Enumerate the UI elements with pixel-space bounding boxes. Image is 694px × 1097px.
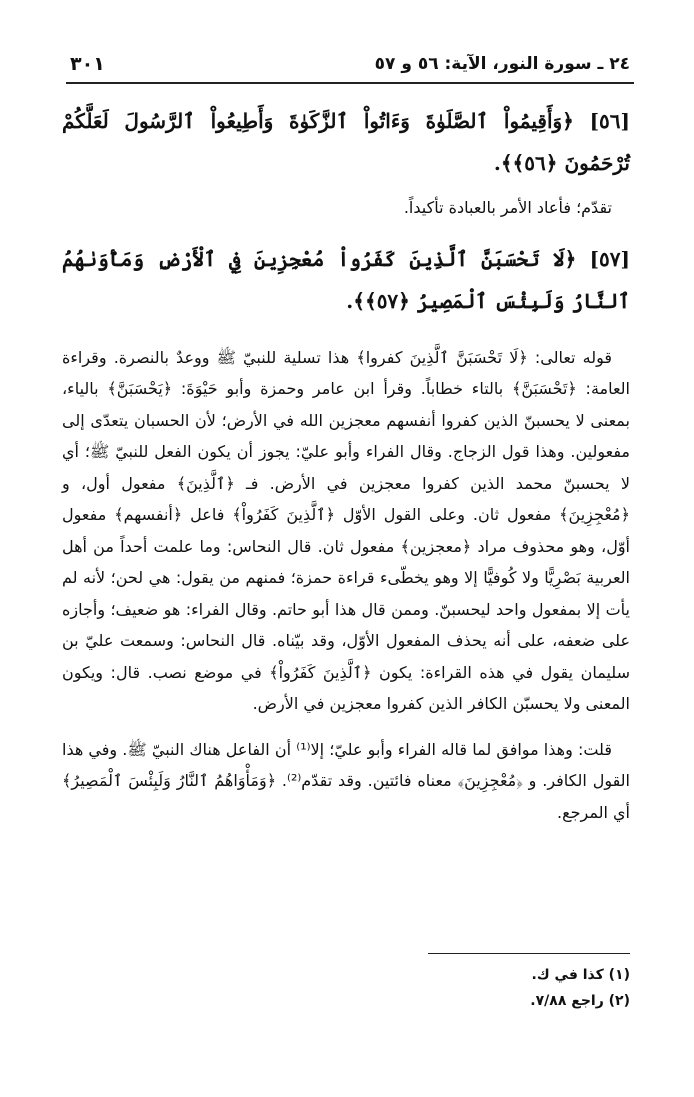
footnotes — [200, 962, 630, 1014]
commentary-verse-56: تقدّم؛ فأعاد الأمر بالعبادة تأكيداً. — [403, 198, 612, 217]
main-text — [62, 100, 630, 828]
header-divider — [66, 82, 634, 84]
page-header — [70, 50, 630, 78]
footnote-2: (٢) راجع ٧/٨٨. — [530, 993, 630, 1009]
verse-56: [٥٦] ﴿وَأَقِيمُواْ ٱلصَّلَوٰةَ وَءَاتُواْ ٱلزَّكَوٰةَ وَأَطِيعُواْ ٱلرَّسُولَ لَعَلَّكُمْ تُرْحَمُونَ ﴿٥٦﴾﴾. — [62, 109, 630, 175]
footnote-divider — [428, 953, 630, 954]
verse-57: [٥٧] ﴿لَا تَحْسَبَنَّ ٱلَّذِينَ كَفَرُواْ مُعْجِزِينَ فِي ٱلْأَرْضِ وَمَأْوَىٰهُمُ ٱلنَّارُ وَلَبِئْسَ ٱلْمَصِيرُ ﴿٥٧﴾﴾. — [62, 246, 630, 313]
page-number: ٣٠١ — [70, 53, 105, 75]
commentary-paragraph: قلت: وهذا موافق لما قاله الفراء وأبو عليّ؛ إلا⁽¹⁾ أن الفاعل هناك النبيّ ﷺ. وفي هذا القول الكافر. و ﴿مُعْجِزِينَ﴾ معناه فائتين. وقد تقدّم⁽²⁾. ﴿وَمَأْوَاهُمُ ٱلنَّارُ وَلَبِئْسَ ٱلْمَصِيرُ﴾ أي المرجع. — [62, 739, 630, 822]
running-title: ٢٤ ـ سورة النور، الآية: ٥٦ و ٥٧ — [374, 54, 630, 74]
commentary-paragraph: قوله تعالى: ﴿لَا تَحْسَبَنَّ ٱلَّذِينَ كفروا﴾ هذا تسلية للنبيّ ﷺ ووعدٌ بالنصرة. وقراءة العامة: ﴿تَحْسَبَنَّ﴾ بالتاء خطاباً. وقرأ ابن عامر وحمزة وأبو حَيْوَةَ: ﴿يَحْسَبَنَّ﴾ بالياء، بمعنى لا يحسبنّ الذين كفروا أنفسهم معجزين الله في الأرض؛ لأن الحسبان يتعدّى إلى مفعولين. وهذا قول الزجاج. وقال الفراء وأبو عليّ: يجوز أن يكون الفعل للنبيّ ﷺ؛ أي لا يحسبنّ محمد الذين كفروا معجزين في الأرض. فـ ﴿ٱلَّذِينَ﴾ مفعول أول، و ﴿مُعْجِزِينَ﴾ مفعول ثان. وعلى القول الأوّل ﴿ٱلَّذِينَ كَفَرُواْ﴾ فاعل ﴿أنفسهم﴾ مفعول أوّل، وهو محذوف مراد ﴿معجزين﴾ مفعول ثان. قال النحاس: وما علمت أحداً من أهل العربية بَصْرِيًّا ولا كُوفيًّا إلا وهو يخطّىء قراءة حمزة؛ فمنهم من يقول: هي لحن؛ لأنه لم يأت إلا بمفعول واحد ليحسبنّ. وممن قال هذا أبو حاتم. وقال الفراء: هو ضعيف؛ وأجازه على ضعفه، على أنه يحذف المفعول الأوّل، وقد بيّناه. قال النحاس: وسمعت عليّ بن سليمان يقول في هذه القراءة: يكون ﴿ٱلَّذِينَ كَفَرُواْ﴾ في موضع نصب. قال: ويكون المعنى ولا يحسبّن الكافر الذين كفروا معجزين في الأرض. — [62, 347, 630, 713]
footnote-1: (١) كذا في ك. — [531, 967, 630, 983]
